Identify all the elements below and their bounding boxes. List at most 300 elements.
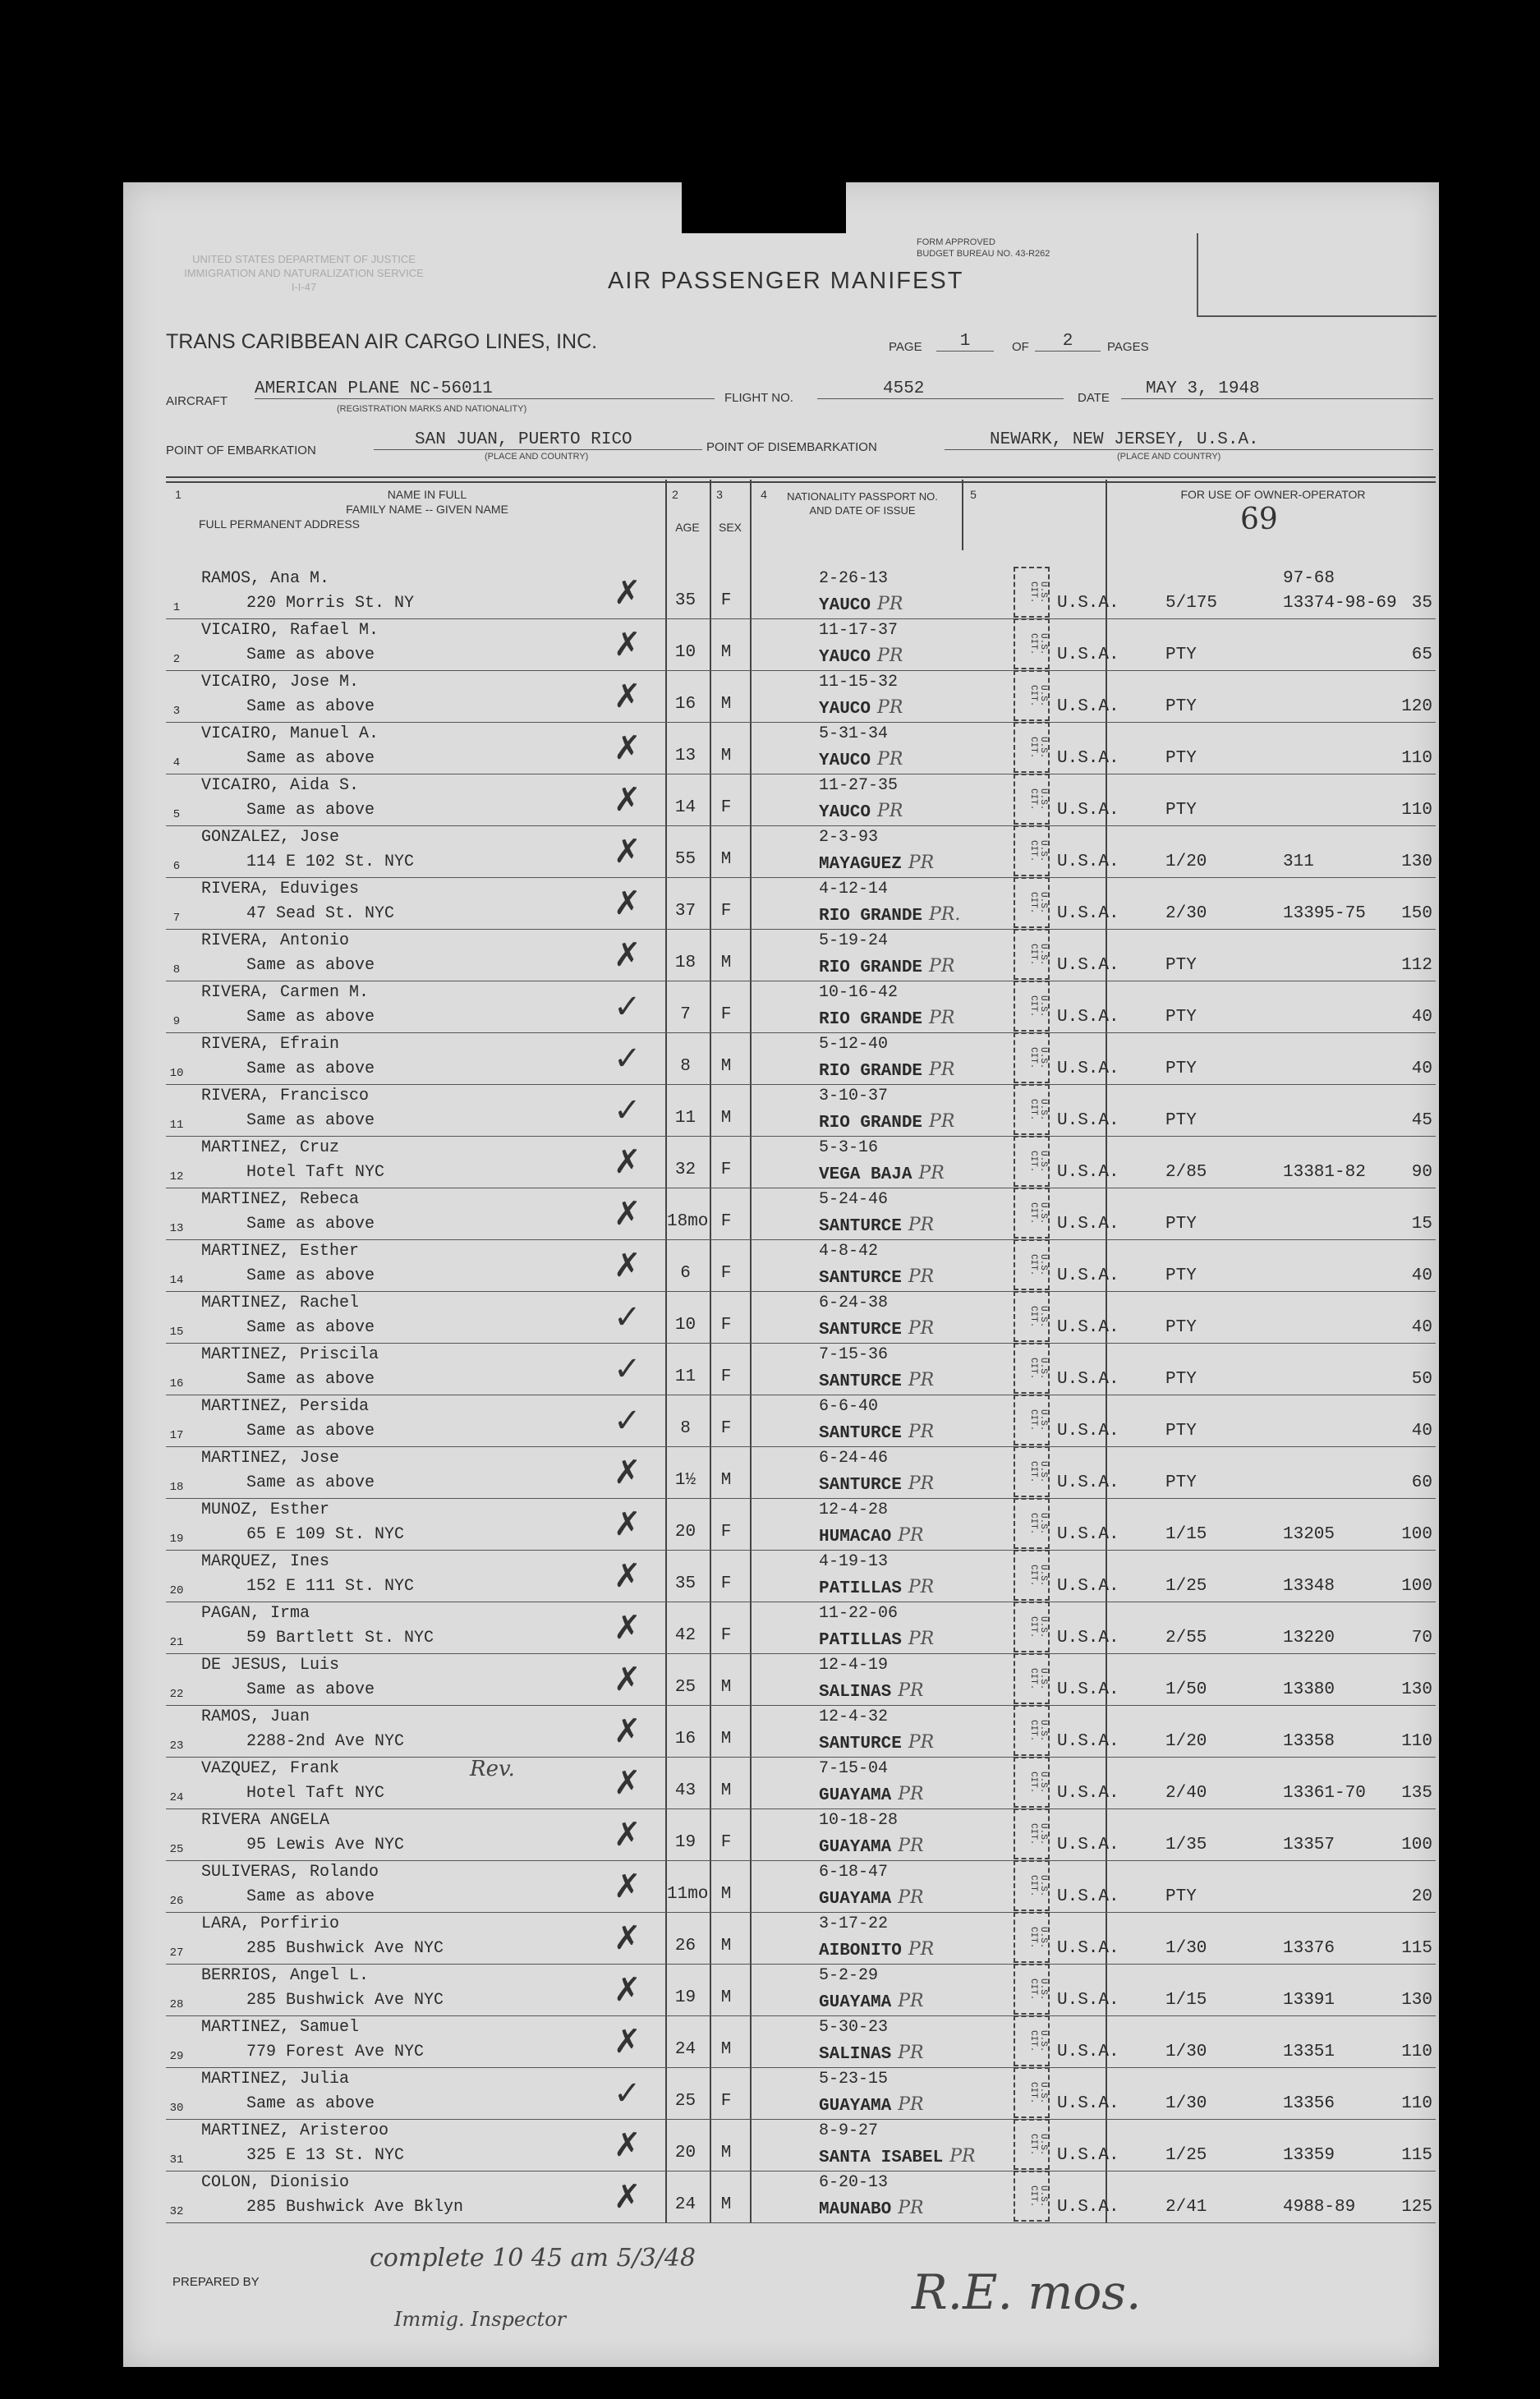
owner-amount: 112 <box>1401 956 1432 975</box>
table-row <box>166 1239 1436 1292</box>
birthplace <box>819 1059 954 1081</box>
table-row <box>166 1964 1436 2016</box>
passenger-name: VAZQUEZ, Frank <box>201 1759 340 1778</box>
us-cit-stamp: U.S. CIT. <box>1014 1239 1050 1290</box>
nationality: U.S.A. <box>1057 1163 1119 1182</box>
checkmark-icon: ✗ <box>614 678 641 715</box>
passenger-age: 6 <box>680 1264 691 1283</box>
us-cit-stamp: U.S. CIT. <box>1014 618 1050 669</box>
checkmark-icon: ✗ <box>614 1971 641 2009</box>
checkmark-icon: ✗ <box>614 2023 641 2061</box>
passport-date: 5-2-29 <box>819 1966 879 1985</box>
table-row <box>166 1602 1436 1654</box>
date-label: DATE <box>1078 391 1110 405</box>
owner-ticket: 13356 <box>1283 2094 1335 2113</box>
owner-code: 1/20 <box>1165 1732 1207 1751</box>
passenger-name: GONZALEZ, Jose <box>201 828 340 847</box>
passenger-name: MARTINEZ, Jose <box>201 1449 340 1468</box>
table-row <box>166 1550 1436 1602</box>
nationality: U.S.A. <box>1057 1732 1119 1751</box>
nationality: U.S.A. <box>1057 697 1119 716</box>
owner-code: PTY <box>1165 749 1197 768</box>
row-number: 6 <box>172 860 181 873</box>
checkmark-icon: ✗ <box>614 1816 641 1854</box>
birthplace-handwritten: PR <box>898 1991 924 2011</box>
us-cit-stamp: U.S. CIT. <box>1014 1653 1050 1704</box>
nationality: U.S.A. <box>1057 1266 1119 1285</box>
owner-amount: 130 <box>1401 1991 1432 2010</box>
birthplace <box>819 1732 934 1753</box>
checkmark-icon: ✗ <box>614 936 641 974</box>
row-number: 14 <box>169 1274 184 1287</box>
passenger-name: RIVERA, Eduviges <box>201 880 360 898</box>
nationality: U.S.A. <box>1057 594 1119 613</box>
passenger-sex: F <box>720 1264 732 1283</box>
us-cit-stamp: U.S. CIT. <box>1014 2067 1050 2118</box>
table-row <box>166 670 1436 723</box>
passenger-name: MUNOZ, Esther <box>201 1501 330 1519</box>
passenger-address: 95 Lewis Ave NYC <box>246 1836 405 1854</box>
row-number: 4 <box>172 756 181 770</box>
birthplace <box>819 853 934 874</box>
owner-amount: 110 <box>1401 2043 1432 2061</box>
us-cit-stamp: U.S. CIT. <box>1014 722 1050 773</box>
passenger-address: 65 E 109 St. NYC <box>246 1525 405 1544</box>
owner-amount: 45 <box>1411 1111 1432 1130</box>
nationality: U.S.A. <box>1057 1887 1119 1906</box>
checkmark-icon: ✓ <box>614 988 641 1026</box>
passenger-sex: M <box>720 1471 732 1490</box>
owner-amount: 15 <box>1411 1215 1432 1234</box>
passenger-address: 152 E 111 St. NYC <box>246 1577 415 1596</box>
birthplace-handwritten: PR <box>908 1318 935 1339</box>
passenger-age: 32 <box>674 1160 696 1179</box>
table-row <box>166 1084 1436 1137</box>
passport-date: 12-4-28 <box>819 1501 889 1519</box>
passenger-address: 285 Bushwick Ave NYC <box>246 1991 444 2010</box>
passenger-age: 35 <box>674 591 696 610</box>
birthplace-handwritten: PR <box>898 2094 924 2115</box>
owner-amount: 40 <box>1411 1422 1432 1441</box>
nationality: U.S.A. <box>1057 1008 1119 1027</box>
birthplace-town: RIO GRANDE <box>819 1114 923 1133</box>
us-cit-stamp: U.S. CIT. <box>1014 1084 1050 1135</box>
owner-code: 1/30 <box>1165 2043 1207 2061</box>
birthplace <box>819 1266 934 1288</box>
passenger-sex: F <box>720 1316 732 1335</box>
birthplace <box>819 1215 934 1236</box>
passenger-name: RAMOS, Ana M. <box>201 569 330 588</box>
birthplace <box>819 1680 924 1702</box>
birthplace-town: SALINAS <box>819 1683 892 1702</box>
birthplace-town: GUAYAMA <box>819 1838 892 1857</box>
passenger-age: 35 <box>674 1574 696 1593</box>
owner-amount: 110 <box>1401 2094 1432 2113</box>
table-row <box>166 1032 1436 1085</box>
passenger-sex: F <box>720 591 732 610</box>
birthplace <box>819 2094 924 2116</box>
row-number: 25 <box>169 1843 184 1856</box>
owner-code: 1/25 <box>1165 2146 1207 2165</box>
passenger-sex: F <box>720 1523 732 1542</box>
owner-code: PTY <box>1165 1266 1197 1285</box>
col1-subtitle: FAMILY NAME -- GIVEN NAME <box>346 503 508 516</box>
passenger-address: 325 E 13 St. NYC <box>246 2146 405 2165</box>
embark-value: SAN JUAN, PUERTO RICO <box>374 430 702 450</box>
owner-amount: 70 <box>1411 1629 1432 1648</box>
checkmark-icon: ✓ <box>614 1350 641 1388</box>
aircraft-value: AMERICAN PLANE NC-56011 <box>255 379 715 399</box>
birthplace-handwritten: PR <box>877 594 903 614</box>
passenger-name: MARTINEZ, Priscila <box>201 1345 379 1364</box>
page-label: PAGE <box>889 340 922 354</box>
passport-date: 4-8-42 <box>819 1242 879 1261</box>
passenger-sex: M <box>720 954 732 972</box>
table-row <box>166 722 1436 774</box>
passenger-sex: F <box>720 1626 732 1645</box>
grid-top-rule <box>166 476 1436 483</box>
birthplace-town: GUAYAMA <box>819 1890 892 1909</box>
owner-amount: 65 <box>1411 646 1432 664</box>
passport-date: 8-9-27 <box>819 2121 879 2140</box>
owner-amount: 110 <box>1401 1732 1432 1751</box>
us-cit-stamp: U.S. CIT. <box>1014 1136 1050 1187</box>
passenger-address: 285 Bushwick Ave NYC <box>246 1939 444 1958</box>
passenger-name: RIVERA, Carmen M. <box>201 983 370 1002</box>
owner-ticket: 13361-70 <box>1283 1784 1366 1803</box>
passenger-name: MARTINEZ, Julia <box>201 2070 350 2089</box>
passenger-address: Hotel Taft NYC <box>246 1163 385 1182</box>
passenger-name: RAMOS, Juan <box>201 1707 310 1726</box>
passenger-sex: M <box>720 1678 732 1697</box>
birthplace <box>819 801 903 822</box>
passport-date: 4-19-13 <box>819 1552 889 1571</box>
nationality: U.S.A. <box>1057 1836 1119 1854</box>
owner-code: 5/175 <box>1165 594 1218 613</box>
owner-code: PTY <box>1165 646 1197 664</box>
birthplace-handwritten: PR <box>908 1732 935 1753</box>
owner-amount: 110 <box>1401 749 1432 768</box>
owner-code: 2/30 <box>1165 904 1207 923</box>
table-row <box>166 1705 1436 1758</box>
birthplace-handwritten: PR <box>929 1008 955 1028</box>
checkmark-icon: ✗ <box>614 729 641 767</box>
passenger-sex: F <box>720 902 732 921</box>
passenger-name: RIVERA, Antonio <box>201 931 350 950</box>
row-number: 16 <box>169 1377 184 1390</box>
table-row <box>166 1757 1436 1809</box>
owner-amount: 20 <box>1411 1887 1432 1906</box>
handwritten-note: Rev. <box>470 1757 515 1781</box>
date-value: MAY 3, 1948 <box>1121 379 1433 399</box>
owner-title: FOR USE OF OWNER-OPERATOR <box>1180 488 1366 501</box>
owner-amount: 135 <box>1401 1784 1432 1803</box>
birthplace-town: SANTURCE <box>819 1372 902 1391</box>
top-right-box <box>1197 233 1437 317</box>
passenger-sex: F <box>720 1160 732 1179</box>
birthplace-handwritten: PR <box>898 1525 924 1546</box>
table-row <box>166 1136 1436 1188</box>
birthplace-town: MAUNABO <box>819 2200 892 2219</box>
row-number: 21 <box>169 1636 184 1649</box>
birthplace-town: YAUCO <box>819 751 871 770</box>
nationality: U.S.A. <box>1057 1629 1119 1648</box>
us-cit-stamp: U.S. CIT. <box>1014 567 1050 618</box>
passenger-name: MARTINEZ, Samuel <box>201 2018 360 2037</box>
prepared-by-label: PREPARED BY <box>172 2275 260 2289</box>
birthplace-handwritten: PR <box>877 697 903 718</box>
of-label: OF <box>1012 340 1029 354</box>
passenger-address: 114 E 102 St. NYC <box>246 853 415 871</box>
col2-number: 2 <box>672 488 678 501</box>
owner-code: PTY <box>1165 1370 1197 1389</box>
us-cit-stamp: U.S. CIT. <box>1014 1343 1050 1394</box>
owner-amount: 115 <box>1401 1939 1432 1958</box>
birthplace <box>819 1163 945 1184</box>
table-row <box>166 1860 1436 1913</box>
birthplace <box>819 594 903 615</box>
nationality: U.S.A. <box>1057 1525 1119 1544</box>
nationality: U.S.A. <box>1057 1111 1119 1130</box>
us-cit-stamp: U.S. CIT. <box>1014 1446 1050 1497</box>
checkmark-icon: ✓ <box>614 1091 641 1129</box>
passenger-address: Same as above <box>246 1422 375 1441</box>
passenger-name: MARTINEZ, Esther <box>201 1242 360 1261</box>
passenger-name: RIVERA ANGELA <box>201 1811 330 1830</box>
nationality: U.S.A. <box>1057 853 1119 871</box>
col4-number: 4 <box>761 488 767 501</box>
nationality: U.S.A. <box>1057 749 1119 768</box>
passenger-age: 25 <box>674 2092 696 2111</box>
birthplace <box>819 1577 934 1598</box>
passport-date: 5-30-23 <box>819 2018 889 2037</box>
owner-amount: 150 <box>1401 904 1432 923</box>
passenger-address: 2288-2nd Ave NYC <box>246 1732 405 1751</box>
passenger-address: Same as above <box>246 1266 375 1285</box>
table-row <box>166 981 1436 1033</box>
nationality: U.S.A. <box>1057 1939 1119 1958</box>
passenger-age: 10 <box>674 643 696 662</box>
passport-date: 6-20-13 <box>819 2173 889 2192</box>
owner-code: PTY <box>1165 1215 1197 1234</box>
inspector-title: Immig. Inspector <box>394 2308 567 2331</box>
birthplace-town: VEGA BAJA <box>819 1165 913 1184</box>
passport-date: 5-31-34 <box>819 724 889 743</box>
row-number: 20 <box>169 1584 184 1597</box>
birthplace-town: YAUCO <box>819 700 871 719</box>
passenger-name: VICAIRO, Rafael M. <box>201 621 379 640</box>
passport-date: 7-15-36 <box>819 1345 889 1364</box>
passenger-address: Same as above <box>246 749 375 768</box>
owner-amount: 35 <box>1411 594 1432 613</box>
row-number: 27 <box>169 1946 184 1960</box>
owner-amount: 40 <box>1411 1059 1432 1078</box>
owner-ticket: 311 <box>1283 853 1314 871</box>
table-row <box>166 1912 1436 1965</box>
passport-date: 11-27-35 <box>819 776 899 795</box>
row-number: 32 <box>169 2205 184 2218</box>
col2-title: AGE <box>675 521 700 534</box>
passenger-age: 16 <box>674 695 696 714</box>
birthplace-handwritten: PR <box>908 1629 935 1649</box>
owner-amount: 100 <box>1401 1577 1432 1596</box>
us-cit-stamp: U.S. CIT. <box>1014 1757 1050 1808</box>
passenger-address: Same as above <box>246 1111 375 1130</box>
row-number: 15 <box>169 1326 184 1339</box>
owner-code: PTY <box>1165 956 1197 975</box>
passenger-address: Same as above <box>246 2094 375 2113</box>
birthplace <box>819 646 903 667</box>
birthplace <box>819 1525 924 1546</box>
col1-address-title: FULL PERMANENT ADDRESS <box>198 517 361 531</box>
table-row <box>166 1291 1436 1344</box>
passport-date: 11-15-32 <box>819 673 899 692</box>
passenger-age: 1½ <box>674 1471 696 1490</box>
passport-date: 12-4-19 <box>819 1656 889 1675</box>
row-number: 1 <box>172 601 181 614</box>
passenger-sex: M <box>720 850 732 869</box>
passenger-name: LARA, Porfirio <box>201 1914 340 1933</box>
passenger-sex: F <box>720 1005 732 1024</box>
owner-code: PTY <box>1165 1473 1197 1492</box>
agency-block <box>168 252 439 294</box>
nationality: U.S.A. <box>1057 1370 1119 1389</box>
table-row <box>166 2171 1436 2223</box>
passenger-sex: M <box>720 2144 732 2162</box>
agency-line: UNITED STATES DEPARTMENT OF JUSTICE <box>192 253 416 265</box>
passenger-age: 19 <box>674 1988 696 2007</box>
owner-amount: 40 <box>1411 1266 1432 1285</box>
page-title: AIR PASSENGER MANIFEST <box>608 268 964 294</box>
checkmark-icon: ✓ <box>614 1298 641 1336</box>
col3-title: SEX <box>718 521 742 534</box>
passport-date: 10-16-42 <box>819 983 899 1002</box>
owner-code: 1/50 <box>1165 1680 1207 1699</box>
table-row <box>166 2015 1436 2068</box>
birthplace-handwritten: PR <box>908 1422 935 1442</box>
pages-label: PAGES <box>1107 340 1149 354</box>
checkmark-icon: ✗ <box>614 2126 641 2164</box>
passenger-age: 43 <box>674 1781 696 1800</box>
owner-amount: 90 <box>1411 1163 1432 1182</box>
birthplace-handwritten: PR <box>908 1215 935 1235</box>
passenger-address: 47 Sead St. NYC <box>246 904 395 923</box>
passenger-sex: M <box>720 1937 732 1956</box>
us-cit-stamp: U.S. CIT. <box>1014 1032 1050 1083</box>
birthplace <box>819 1887 924 1909</box>
nationality: U.S.A. <box>1057 2094 1119 2113</box>
passenger-address: 220 Morris St. NY <box>246 594 415 613</box>
passenger-sex: F <box>720 1574 732 1593</box>
passenger-sex: M <box>720 1885 732 1904</box>
owner-code: 2/40 <box>1165 1784 1207 1803</box>
passenger-sex: M <box>720 1730 732 1749</box>
us-cit-stamp: U.S. CIT. <box>1014 1498 1050 1549</box>
owner-ticket: 13381-82 <box>1283 1163 1366 1182</box>
birthplace <box>819 2198 924 2219</box>
us-cit-stamp: U.S. CIT. <box>1014 1705 1050 1756</box>
passenger-age: 25 <box>674 1678 696 1697</box>
us-cit-stamp: U.S. CIT. <box>1014 2015 1050 2066</box>
checkmark-icon: ✗ <box>614 1505 641 1543</box>
birthplace-handwritten: PR <box>898 1784 924 1804</box>
us-cit-stamp: U.S. CIT. <box>1014 1912 1050 1963</box>
checkmark-icon: ✗ <box>614 1195 641 1233</box>
agency-line: I-I-47 <box>291 281 317 293</box>
owner-amount: 40 <box>1411 1008 1432 1027</box>
passenger-age: 42 <box>674 1626 696 1645</box>
birthplace-town: GUAYAMA <box>819 1993 892 2012</box>
checkmark-icon: ✗ <box>614 885 641 922</box>
birthplace-town: HUMACAO <box>819 1528 892 1546</box>
checkmark-icon: ✓ <box>614 1040 641 1078</box>
table-row <box>166 2067 1436 2120</box>
nationality: U.S.A. <box>1057 904 1119 923</box>
nationality: U.S.A. <box>1057 1318 1119 1337</box>
row-number: 31 <box>169 2153 184 2167</box>
birthplace-town: SANTURCE <box>819 1269 902 1288</box>
birthplace-handwritten: PR <box>877 646 903 666</box>
table-row <box>166 567 1436 619</box>
birthplace-town: RIO GRANDE <box>819 1062 923 1081</box>
owner-code: PTY <box>1165 1887 1197 1906</box>
owner-amount: 60 <box>1411 1473 1432 1492</box>
birthplace <box>819 1318 934 1340</box>
passport-date: 3-10-37 <box>819 1087 889 1105</box>
row-number: 17 <box>169 1429 184 1442</box>
passenger-age: 11 <box>674 1109 696 1128</box>
owner-ticket: 13358 <box>1283 1732 1335 1751</box>
birthplace-town: RIO GRANDE <box>819 907 923 926</box>
owner-ticket: 13205 <box>1283 1525 1335 1544</box>
passenger-name: MARTINEZ, Rachel <box>201 1294 360 1312</box>
nationality: U.S.A. <box>1057 1422 1119 1441</box>
row-number: 2 <box>172 653 181 666</box>
passenger-age: 20 <box>674 1523 696 1542</box>
passenger-age: 24 <box>674 2040 696 2059</box>
us-cit-stamp: U.S. CIT. <box>1014 1188 1050 1239</box>
owner-code: 1/15 <box>1165 1525 1207 1544</box>
owner-code: 2/55 <box>1165 1629 1207 1648</box>
table-row <box>166 1343 1436 1395</box>
passenger-name: VICAIRO, Manuel A. <box>201 724 379 743</box>
owner-amount: 120 <box>1401 697 1432 716</box>
birthplace <box>819 2146 976 2167</box>
owner-amount: 40 <box>1411 1318 1432 1337</box>
passenger-sex: F <box>720 798 732 817</box>
birthplace-town: SALINAS <box>819 2045 892 2064</box>
passenger-address: Same as above <box>246 1370 375 1389</box>
passenger-name: MARTINEZ, Persida <box>201 1397 370 1416</box>
us-cit-stamp: U.S. CIT. <box>1014 825 1050 876</box>
form-approved-line: BUDGET BUREAU NO. 43-R262 <box>917 249 1050 259</box>
checkmark-icon: ✗ <box>614 1868 641 1905</box>
passport-date: 7-15-04 <box>819 1759 889 1778</box>
owner-amount: 100 <box>1401 1836 1432 1854</box>
row-number: 23 <box>169 1740 184 1753</box>
nationality: U.S.A. <box>1057 1991 1119 2010</box>
birthplace-handwritten: PR <box>898 1836 924 1856</box>
birthplace <box>819 697 903 719</box>
checkmark-icon: ✗ <box>614 626 641 664</box>
passenger-age: 8 <box>680 1419 691 1438</box>
checkmark-icon: ✓ <box>614 2075 641 2112</box>
passenger-age: 7 <box>680 1005 691 1024</box>
passenger-address: Same as above <box>246 1215 375 1234</box>
us-cit-stamp: U.S. CIT. <box>1014 1550 1050 1601</box>
birthplace-handwritten: PR <box>949 2146 976 2167</box>
owner-code: 1/30 <box>1165 2094 1207 2113</box>
